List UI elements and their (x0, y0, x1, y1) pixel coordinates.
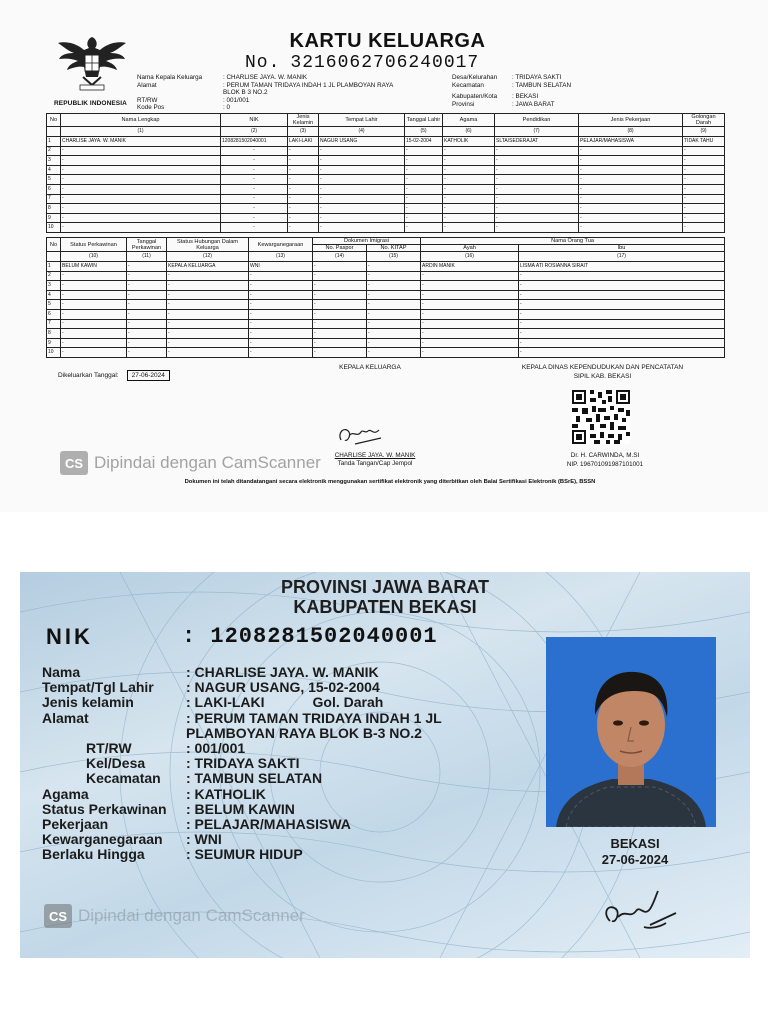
table-row: 3 - - - - - - - - (47, 281, 725, 291)
column-number-row: (1) (2) (3) (4) (5) (6) (7) (8) (9) (47, 127, 725, 137)
field-row-pekerjaan: Pekerjaan : PELAJAR/MAHASISWA (42, 815, 351, 832)
document-title: KARTU KELUARGA (289, 30, 486, 52)
official-nip: NIP. 196701091987101001 (566, 460, 644, 468)
table-row: 1 BELUM KAWIN - KEPALA KELUARGA WNI - - ARDIN MANIK LISMA ATI ROSIANNA SIRAIT (47, 262, 725, 272)
camscanner-watermark (60, 451, 321, 475)
header-row: Kabupaten/Kota : BEKASI (452, 93, 539, 101)
person-portrait-icon (546, 637, 716, 827)
official-signature-name (540, 452, 670, 469)
watermark-text: Dipindai dengan CamScanner (78, 906, 305, 925)
document-number (245, 53, 479, 73)
issue-date: 27-06-2024 (601, 852, 669, 867)
issue-place-date (580, 836, 690, 868)
field-row-kewarganegaraan: Kewarganegaraan : WNI (42, 831, 222, 848)
identity-fields (42, 665, 442, 862)
ktp-id-card (20, 572, 750, 958)
electronic-signature-note: Dokumen ini telah ditandatangani secara elektronik menggunakan sertifikat elektronik yang diterbitkan oleh Balai Sertifikasi Elektronik (BSrE), BSSN (184, 479, 596, 485)
table-row: 9 - - - - - - - - (47, 338, 725, 348)
header-row: Kecamatan : TAMBUN SELATAN (452, 81, 572, 89)
family-head-name: CHARLISE JAYA. W. MANIK (334, 452, 416, 459)
issued-date (58, 370, 170, 381)
document-number-value: 3216062706240017 (290, 53, 480, 73)
column-number-row: (10) (11) (12) (13) (14) (15) (16) (17) (47, 252, 725, 262)
header-row: Kode Pos : 0 (137, 104, 231, 112)
table-row: 2 - - - - - - - - - (47, 146, 725, 156)
official-signature-title: KEPALA DINAS KEPENDUDUKAN DAN PENCATATAN SIPIL KAB. BEKASI (521, 364, 684, 380)
table-header-row: No Status Perkawinan Tanggal Perkawinan Status Hubungan Dalam Keluarga Kewarganegaraan Dokumen Imigrasi Nama Orang Tua (47, 238, 725, 245)
id-photo (546, 637, 716, 827)
table-row: 1 CHARLISE JAYA. W. MANIK 1208281502040001 LAKI-LAKI NAGUR USANG 15-02-2004 KATHOLIK SLTA/SEDERAJAT PELAJAR/MAHASISWA TIDAK TAHU (47, 137, 725, 147)
camscanner-logo-icon: CS (60, 451, 88, 475)
table-subheader-row: No. Paspor No. KITAP Ayah Ibu (47, 245, 725, 252)
table-row: 6 - - - - - - - - - (47, 184, 725, 194)
header-info-right (452, 74, 571, 108)
field-row-alamat-2: PLAMBOYAN RAYA BLOK B-3 NO.2 (186, 724, 422, 741)
field-row-rt-rw: RT/RW : 001/001 (86, 739, 246, 756)
watermark-text: Dipindai dengan CamScanner (94, 453, 321, 472)
table-row: 9 - - - - - - - - - (47, 213, 725, 223)
family-members-table (46, 113, 725, 233)
province-title: PROVINSI JAWA BARAT (280, 577, 490, 597)
table-header-row: No Nama Lengkap NIK Jenis Kelamin Tempat Lahir Tanggal Lahir Agama Pendidikan Jenis Pekerjaan Golongan Darah (47, 114, 725, 127)
table-row: 8 - - - - - - - - - (47, 204, 725, 214)
family-head-signature-icon (335, 420, 385, 450)
field-row-jenis-kelamin: Jenis kelamin : LAKI-LAKI Gol. Darah (42, 694, 384, 711)
field-row-status: Status Perkawinan : BELUM KAWIN (42, 800, 295, 817)
camscanner-watermark (44, 904, 305, 928)
issued-date-label: Dikeluarkan Tanggal: (58, 372, 119, 379)
issued-date-value: 27-06-2024 (127, 370, 170, 381)
family-status-table (46, 237, 725, 358)
table-row: 5 - - - - - - - - - (47, 175, 725, 185)
header-row: Desa/Kelurahan : TRIDAYA SAKTI (452, 74, 562, 81)
table-row: 7 - - - - - - - - - (47, 194, 725, 204)
field-row-ttl: Tempat/Tgl Lahir : NAGUR USANG, 15-02-2004 (42, 679, 380, 696)
camscanner-logo-icon: CS (44, 904, 72, 928)
table-row: 10 - - - - - - - - (47, 348, 725, 358)
field-row-berlaku: Berlaku Hingga : SEUMUR HIDUP (42, 846, 303, 863)
table-row: 8 - - - - - - - - (47, 329, 725, 339)
table-row: 3 - - - - - - - - - (47, 156, 725, 166)
header-row: RT/RW : 001/001 (137, 96, 250, 104)
holder-signature-icon (600, 887, 680, 939)
nik-value: : 1208281502040001 (182, 624, 438, 649)
issue-place: BEKASI (610, 836, 660, 851)
card-header (180, 577, 590, 617)
garuda-emblem-icon (56, 33, 128, 93)
header-row: Nama Kepala Keluarga : CHARLISE JAYA. W. MANIK (137, 74, 308, 81)
nik-row (46, 624, 438, 650)
qr-code-icon (572, 390, 630, 444)
table-row: 4 - - - - - - - - (47, 290, 725, 300)
nik-label: NIK (46, 624, 93, 649)
field-row-alamat: Alamat : PERUM TAMAN TRIDAYA INDAH 1 JL (42, 709, 442, 726)
field-row-nama: Nama : CHARLISE JAYA. W. MANIK (42, 664, 379, 680)
table-row: 6 - - - - - - - - (47, 309, 725, 319)
header-row: Provinsi : JAWA BARAT (452, 100, 555, 108)
field-row-kecamatan: Kecamatan : TAMBUN SELATAN (86, 770, 323, 787)
republik-indonesia-label: REPUBLIK INDONESIA (54, 100, 127, 107)
document-number-label: No. (245, 53, 281, 73)
header-row: Alamat : PERUM TAMAN TRIDAYA INDAH 1 JL PLAMBOYAN RAYA BLOK B 3 NO.2 (137, 81, 394, 97)
family-head-signature-name (320, 452, 430, 468)
table-row: 7 - - - - - - - - (47, 319, 725, 329)
header-info-left (137, 74, 393, 112)
table-row: 2 - - - - - - - - (47, 271, 725, 281)
field-row-kel-desa: Kel/Desa : TRIDAYA SAKTI (86, 755, 300, 772)
table-row: 10 - - - - - - - - - (47, 223, 725, 233)
blood-type-label: Gol. Darah (312, 694, 384, 711)
official-name: Dr. H. CARWINDA, M.SI (570, 452, 640, 459)
table-row: 5 - - - - - - - - (47, 300, 725, 310)
field-row-agama: Agama : KATHOLIK (42, 785, 266, 802)
family-head-signature-title: KEPALA KELUARGA (339, 364, 401, 371)
regency-title: KABUPATEN BEKASI (293, 597, 477, 617)
signature-subtitle: Tanda Tangan/Cap Jempol (337, 460, 413, 467)
table-row: 4 - - - - - - - - - (47, 165, 725, 175)
